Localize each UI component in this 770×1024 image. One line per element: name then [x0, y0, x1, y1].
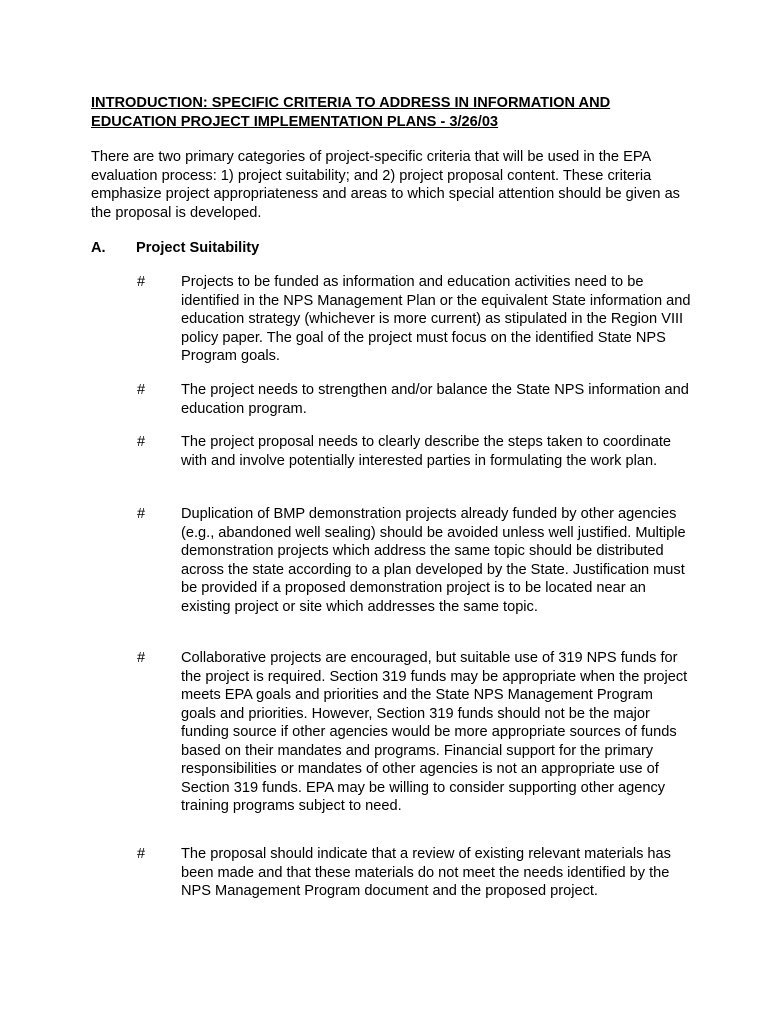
bullet-marker: #	[137, 506, 146, 522]
document-title: INTRODUCTION: SPECIFIC CRITERIA TO ADDRESS IN INFORMATION AND EDUCATION PROJECT IMPLEMENTATION PLANS - 3/26/03	[91, 95, 611, 130]
section-title: Project Suitability	[136, 240, 260, 256]
list-item-text: Projects to be funded as information and education activities need to be identified in the NPS Management Plan or the equivalent State information and education strategy (whichever is more current) as stipulated in the Region VIII policy paper. The goal of the project must focus on the identified State NPS Program goals.	[181, 274, 691, 364]
list-item-text: Collaborative projects are encouraged, but suitable use of 319 NPS funds for the project is required. Section 319 funds may be appropriate when the project meets EPA goals and priorities and the State NPS Management Program goals and priorities. However, Section 319 funds should not be the major funding source if other agencies would be more appropriate sources of funds based on their mandates and programs. Financial support for the primary responsibilities or mandates of other agencies is not an appropriate use of Section 319 funds. EPA may be willing to consider supporting other agency training programs subject to need.	[181, 650, 688, 814]
list-item-text: The project proposal needs to clearly describe the steps taken to coordinate with and involve potentially interested parties in formulating the work plan.	[181, 434, 671, 469]
list-item-text: Duplication of BMP demonstration projects already funded by other agencies (e.g., abandoned well sealing) should be avoided unless well justified. Multiple demonstration projects which address the same topic should be distributed across the state according to a plan developed by the State. Justification must be provided if a proposed demonstration project is to be located near an existing project or site which addresses the same topic.	[181, 506, 686, 615]
bullet-marker: #	[137, 434, 146, 450]
bullet-marker: #	[137, 846, 146, 862]
section-letter: A.	[91, 240, 106, 256]
section-heading	[91, 239, 259, 258]
bullet-marker: #	[137, 274, 146, 290]
bullet-marker: #	[137, 650, 146, 666]
list-item-text: The proposal should indicate that a review of existing relevant materials has been made and that these materials do not meet the needs identified by the NPS Management Program document and the proposed project.	[181, 846, 671, 899]
intro-paragraph: There are two primary categories of project-specific criteria that will be used in the EPA evaluation process: 1) project suitability; and 2) project proposal content. These criteria emphasize project appropriateness and areas to which special attention should be given as the proposal is developed.	[91, 149, 680, 221]
bullet-marker: #	[137, 382, 146, 398]
list-item-text: The project needs to strengthen and/or balance the State NPS information and education program.	[181, 382, 689, 417]
